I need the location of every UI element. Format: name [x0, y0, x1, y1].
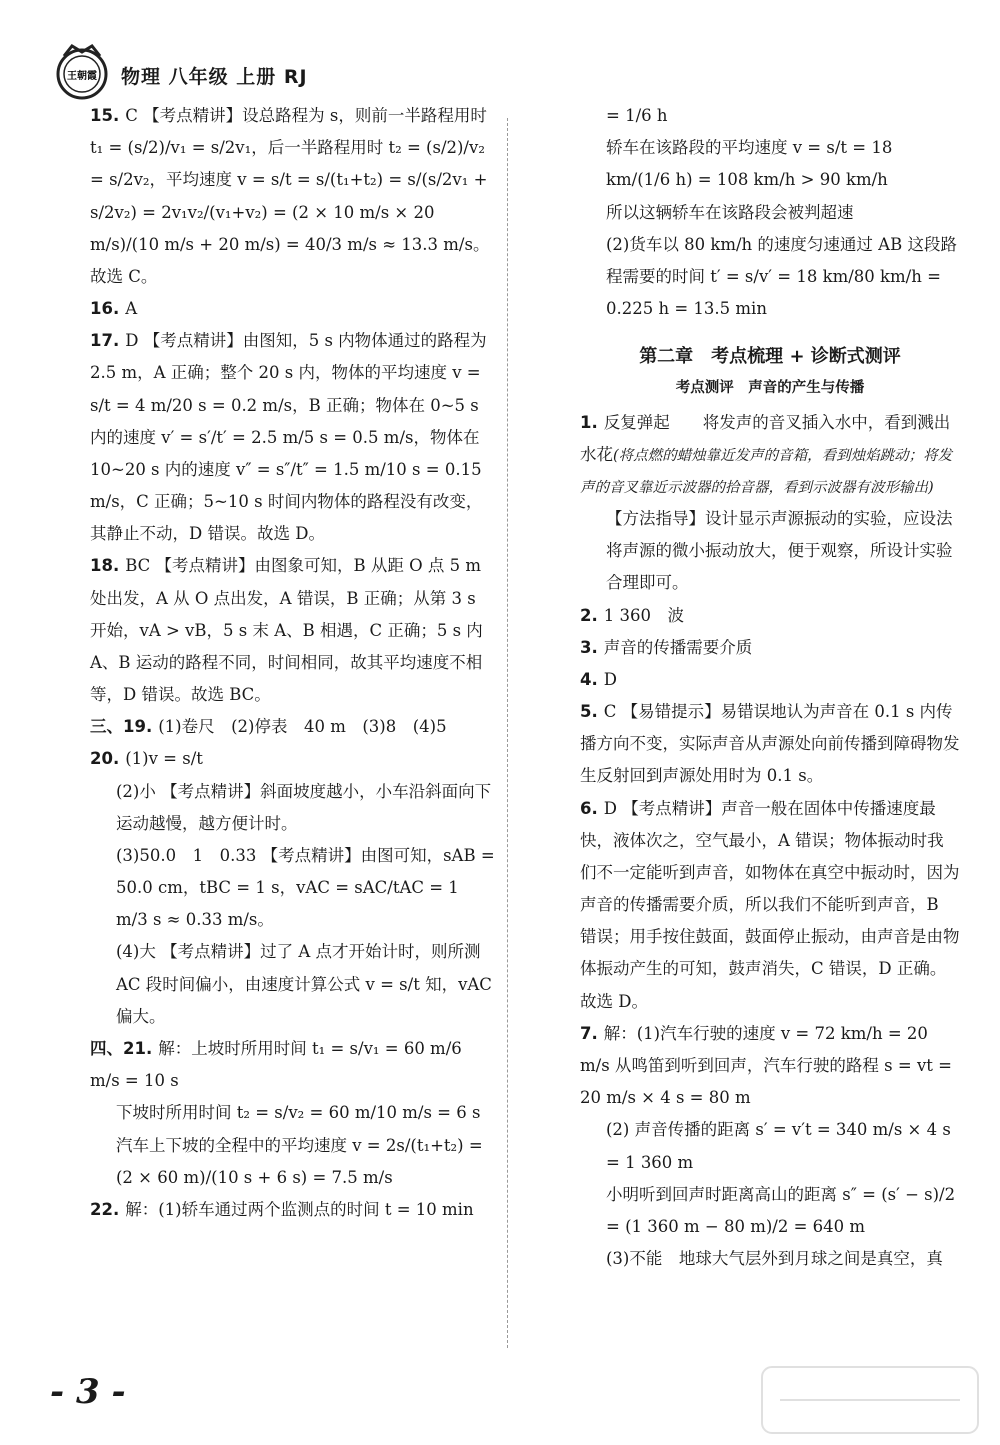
- answer-item: [580, 229, 960, 326]
- answer-text: 声音的传播需要介质: [603, 637, 753, 657]
- answer-text: A: [125, 299, 138, 319]
- left-column: [90, 100, 495, 1226]
- answer-text: BC 【考点精讲】由图象可知，B 从距 O 点 5 m 处出发，A 从 O 点出发，A 错误，B 正确；从第 3 s 开始，vA > vB，5 s 末 A、B 相遇，C 正确；5 s 内 A、B 运动的路程不同，时间相同，故其平均速度不相等，D 错误。故选 BC。: [90, 556, 483, 705]
- answer-text: (3)50.0 1 0.33 【考点精讲】由图可知，sAB = 50.0 cm，tBC = 1 s，vAC = sAC/tAC = 1 m/3 s ≈ 0.33 m/s。: [116, 845, 495, 930]
- svg-text:王朝霞: 王朝霞: [67, 71, 97, 82]
- answer-item: [580, 1018, 960, 1115]
- answer-text: D: [603, 669, 617, 689]
- question-number: 1.: [580, 412, 598, 432]
- question-number: 17.: [90, 331, 120, 351]
- watermark-icon: [760, 1365, 980, 1435]
- question-number: 18.: [90, 556, 120, 576]
- right-items: [580, 407, 960, 1276]
- answer-item: [90, 840, 495, 937]
- answer-item: [90, 936, 495, 1033]
- answer-text: (1)卷尺 (2)停表 40 m (3)8 (4)5: [158, 717, 447, 737]
- answer-text: (2)货车以 80 km/h 的速度匀速通过 AB 这段路程需要的时间 t′ = s/v′ = 18 km/80 km/h = 0.225 h = 13.5 min: [606, 234, 957, 319]
- answer-item: [90, 550, 495, 711]
- question-number: 5.: [580, 702, 598, 722]
- answer-text: (1)v = s/t: [125, 749, 203, 769]
- question-number: 22.: [90, 1199, 120, 1219]
- answer-text: 下坡时所用时间 t₂ = s/v₂ = 60 m/10 m/s = 6 s: [116, 1103, 481, 1123]
- answer-item: [580, 1114, 960, 1178]
- page-number: - 3 -: [50, 1372, 126, 1412]
- answer-item: [580, 1243, 960, 1275]
- answer-item: [580, 1179, 960, 1243]
- answer-item: [90, 1033, 495, 1097]
- answer-item: [580, 600, 960, 632]
- answer-text: 【方法指导】设计显示声源振动的实验，应设法将声源的微小振动放大，便于观察，所设计实验合理即可。: [606, 509, 953, 593]
- column-divider: [507, 118, 508, 1348]
- question-number: 四、21.: [90, 1038, 153, 1058]
- answer-item: [90, 1097, 495, 1129]
- right-continuation: [580, 100, 960, 325]
- answer-item: [580, 664, 960, 696]
- answer-text: (2)小 【考点精讲】斜面坡度越小，小车沿斜面向下运动越慢，越方便计时。: [116, 781, 492, 833]
- answer-text: 反复弹起 将发声的音叉插入水中，看到溅出水花: [580, 412, 951, 464]
- answer-text: 1 360 波: [603, 605, 684, 625]
- answer-text: 汽车上下坡的全程中的平均速度 v = 2s/(t₁+t₂) = (2 × 60 m)/(10 s + 6 s) = 7.5 m/s: [116, 1135, 483, 1187]
- publisher-logo-icon: [55, 42, 109, 102]
- answer-item: [580, 696, 960, 793]
- answer-item: [90, 743, 495, 775]
- chapter-title: 第二章 考点梳理 + 诊断式测评: [639, 346, 901, 368]
- answer-text: (3)不能 地球大气层外到月球之间是真空，真: [606, 1249, 943, 1269]
- answer-item: [90, 1194, 495, 1226]
- question-number: 2.: [580, 605, 598, 625]
- question-number: 7.: [580, 1023, 598, 1043]
- book-title: 物理 八年级 上册 RJ: [121, 66, 308, 88]
- answer-text: 小明听到回声时距离高山的距离 s″ = (s′ − s)/2 = (1 360 m − 80 m)/2 = 640 m: [606, 1184, 956, 1236]
- answer-text: C 【易错提示】易错误地认为声音在 0.1 s 内传播方向不变，实际声音从声源处向前传播到障碍物发生反射回到声源处用时为 0.1 s。: [580, 702, 960, 786]
- answer-text: (4)大 【考点精讲】过了 A 点才开始计时，则所测 AC 段时间偏小，由速度计算公式 v = s/t 知，vAC 偏大。: [116, 942, 492, 1026]
- answer-text: = 1/6 h: [606, 106, 668, 125]
- answer-note: (将点燃的蜡烛靠近发声的音箱，看到烛焰跳动；将发声的音叉靠近示波器的拾音器，看到示波器有波形输出): [580, 447, 953, 496]
- answer-item: [90, 1130, 495, 1194]
- answer-item: [90, 293, 495, 325]
- question-number: 16.: [90, 299, 120, 319]
- answer-item: [90, 711, 495, 743]
- answer-text: D 【考点精讲】声音一般在固体中传播速度最快，液体次之，空气最小，A 错误；物体振动时我们不一定能听到声音，如物体在真空中振动时，因为声音的传播需要介质，所以我们不能听到声音，B 错误；用手按住鼓面，鼓面停止振动，由声音是由物体振动产生的可知，鼓声消失，C 错误，D 正确。故选 D。: [580, 798, 960, 1011]
- answer-text: 解：(1)汽车行驶的速度 v = 72 km/h = 20 m/s 从鸣笛到听到回声，汽车行驶的路程 s = vt = 20 m/s × 4 s = 80 m: [580, 1023, 952, 1108]
- section-title: 考点测评 声音的产生与传播: [675, 380, 865, 397]
- answer-item: [580, 100, 960, 132]
- answer-item: [580, 132, 960, 196]
- question-number: 6.: [580, 798, 598, 818]
- answer-item: [580, 407, 960, 504]
- question-number: 4.: [580, 669, 598, 689]
- answer-item: [580, 503, 960, 600]
- question-number: 3.: [580, 637, 598, 657]
- answer-text: (2) 声音传播的距离 s′ = v′t = 340 m/s × 4 s = 1 360 m: [606, 1120, 951, 1172]
- answer-text: 轿车在该路段的平均速度 v = s/t = 18 km/(1/6 h) = 108 km/h > 90 km/h: [606, 138, 893, 190]
- answer-item: [90, 100, 495, 293]
- answer-text: 解：上坡时所用时间 t₁ = s/v₁ = 60 m/6 m/s = 10 s: [90, 1038, 462, 1091]
- question-number: 15.: [90, 106, 120, 125]
- answer-item: [580, 793, 960, 1018]
- answer-item: [580, 632, 960, 664]
- answer-text: 解：(1)轿车通过两个监测点的时间 t = 10 min: [125, 1199, 474, 1219]
- answer-text: 所以这辆轿车在该路段会被判超速: [606, 202, 854, 222]
- question-number: 20.: [90, 749, 120, 769]
- answer-item: [90, 325, 495, 550]
- question-number: 三、19.: [90, 717, 153, 737]
- right-column: [580, 100, 960, 1275]
- answer-item: [90, 776, 495, 840]
- answer-text: C 【考点精讲】设总路程为 s，则前一半路程用时 t₁ = (s/2)/v₁ = s/2v₁，后一半路程用时 t₂ = (s/2)/v₂ = s/2v₂，平均速度 v = s/t = s/(t₁+t₂) = s/(s/2v₁ + s/2v₂) = 2v₁v₂/(v₁+v₂) = (2 × 10 m/s × 20 m/s)/(10 m/s + 20 m/s) = 40/3 m/s ≈ 13.3 m/s。故选 C。: [90, 106, 490, 286]
- answer-item: [580, 197, 960, 229]
- answer-text: D 【考点精讲】由图知，5 s 内物体通过的路程为 2.5 m，A 正确；整个 20 s 内，物体的平均速度 v = s/t = 4 m/20 s = 0.2 m/s，B 正确；物体在 0~5 s 内的速度 v′ = s′/t′ = 2.5 m/5 s = 0.5 m/s，物体在 10~20 s 内的速度 v″ = s″/t″ = 1.5 m/10 s = 0.15 m/s，C 正确；5~10 s 时间内物体的路程没有改变，其静止不动，D 错误。故选 D。: [90, 331, 487, 544]
